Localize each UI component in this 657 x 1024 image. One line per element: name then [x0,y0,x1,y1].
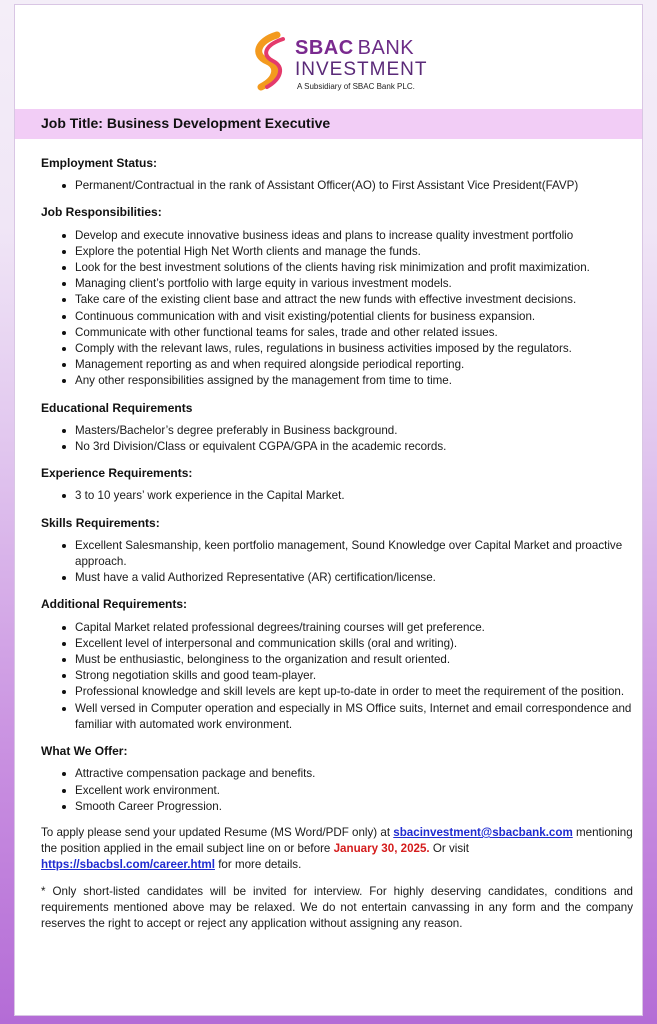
list-item: Managing client’s portfolio with large equity in various investment models. [75,276,633,292]
apply-instructions [41,825,633,874]
list-item: Masters/Bachelor’s degree preferably in Business background. [75,423,633,439]
additional-list [41,620,633,733]
list-item: Professional knowledge and skill levels are kept up-to-date in order to meet the requirement of the position. [75,684,633,700]
skills-heading: Skills Requirements: [41,515,160,530]
list-item: Permanent/Contractual in the rank of Assistant Officer(AO) to First Assistant Vice President(FAVP) [75,178,633,194]
list-item: Continuous communication with and visit existing/potential clients for business expansion. [75,309,633,325]
apply-deadline: January 30, 2025. [333,842,430,856]
job-title: Job Title: Business Development Executive [41,115,331,131]
logo-swirl-icon [247,31,293,91]
education-list [41,423,633,455]
list-item: Comply with the relevant laws, rules, regulations in business activities imposed by the regulators. [75,341,633,357]
list-item: Strong negotiation skills and good team-player. [75,668,633,684]
disclaimer-note: * Only short-listed candidates will be invited for interview. For highly deserving candidates, conditions and requirements mentioned above may be relaxed. We do not entertain canvassing in any form and the company reserves the right to accept or reject any application without assigning any reason. [41,884,633,930]
offer-list [41,766,633,815]
education-heading: Educational Requirements [41,400,193,415]
apply-text-2: mentioning the position applied in the email subject line on or before [41,825,633,856]
list-item: Must be enthusiastic, belonginess to the organization and result oriented. [75,652,633,668]
employment-status-heading: Employment Status: [41,156,158,170]
offer-heading: What We Offer: [41,744,128,759]
job-description [41,155,633,932]
list-item: Management reporting as and when required alongside periodical reporting. [75,357,633,373]
apply-text-4: for more details. [214,858,302,872]
list-item: Communicate with other functional teams for sales, trade and other related issues. [75,325,633,341]
responsibilities-heading: Job Responsibilities: [41,205,162,220]
additional-heading: Additional Requirements: [41,597,188,612]
list-item: Excellent Salesmanship, keen portfolio management, Sound Knowledge over Capital Market and proactive approach. [75,538,633,570]
logo-wordmark-line1: SBAC BANK [295,37,415,59]
list-item: Well versed in Computer operation and especially in MS Office suits, Internet and email correspondence and familiar with automated work environment. [75,701,633,733]
responsibilities-list [41,228,633,390]
job-posting-card [14,4,643,1016]
career-page-link[interactable]: https://sbacbsl.com/career.html [41,858,215,872]
apply-text-1: To apply please send your updated Resume (MS Word/PDF only) at [41,825,394,839]
list-item: Must have a valid Authorized Representative (AR) certification/license. [75,570,633,586]
skills-list [41,538,633,587]
logo-tagline: A Subsidiary of SBAC Bank PLC. [297,82,415,91]
experience-list [41,488,633,504]
apply-email-link[interactable]: sbacinvestment@sbacbank.com [393,825,573,839]
list-item: No 3rd Division/Class or equivalent CGPA/GPA in the academic records. [75,439,633,455]
experience-heading: Experience Requirements: [41,466,193,481]
list-item: Attractive compensation package and benefits. [75,766,633,782]
list-item: Excellent work environment. [75,783,633,799]
list-item: Any other responsibilities assigned by the management from time to time. [75,373,633,389]
logo-wordmark-line2: INVESTMENT [295,59,428,80]
employment-status-list [41,178,633,194]
list-item: Develop and execute innovative business ideas and plans to increase quality investment portfolio [75,228,633,244]
list-item: Excellent level of interpersonal and communication skills (oral and writing). [75,636,633,652]
list-item: Take care of the existing client base and attract the new funds with effective investment decisions. [75,292,633,308]
list-item: Capital Market related professional degrees/training courses will get preference. [75,620,633,636]
apply-text-3: Or visit [429,842,469,856]
list-item: 3 to 10 years’ work experience in the Capital Market. [75,488,633,504]
job-title-band [15,109,642,139]
list-item: Look for the best investment solutions of the clients having risk minimization and profit maximization. [75,260,633,276]
company-logo [247,25,437,95]
list-item: Explore the potential High Net Worth clients and manage the funds. [75,244,633,260]
list-item: Smooth Career Progression. [75,799,633,815]
